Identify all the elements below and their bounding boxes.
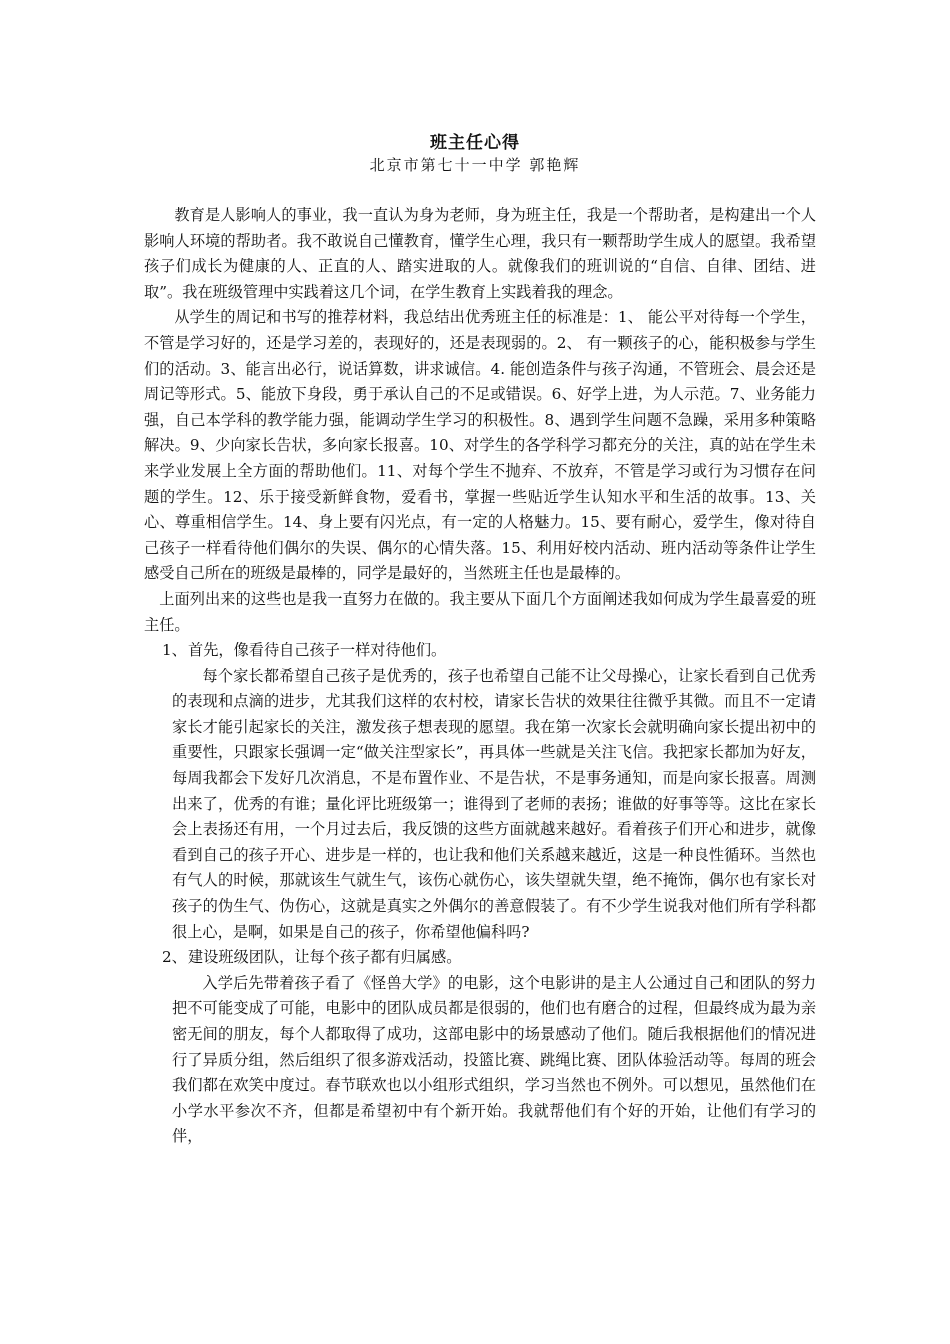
document-body	[144, 203, 816, 1150]
list-item-1-heading	[144, 638, 816, 664]
document-title: 班主任心得	[430, 133, 520, 153]
list-item-2-heading	[144, 945, 816, 971]
list-item-number: 1、	[162, 641, 187, 660]
list-item-number: 2、	[162, 948, 187, 967]
list-item-heading-text: 建设班级团队，让每个孩子都有归属感。	[188, 948, 462, 967]
author-line: 北京市第七十一中学 郭艳辉	[369, 156, 581, 174]
paragraph-intro: 教育是人影响人的事业，我一直认为身为老师，身为班主任，我是一个帮助者，是构建出一个人影响人环境的帮助者。我不敢说自己懂教育，懂学生心理，我只有一颗帮助学生成人的愿望。我希望孩子们成长为健康的人、正直的人、踏实进取的人。就像我们的班训说的“自信、自律、团结、进取”。我在班级管理中实践着这几个词，在学生教育上实践着我的理念。	[144, 206, 816, 301]
paragraph-standards: 从学生的周记和书写的推荐材料，我总结出优秀班主任的标准是：1、 能公平对待每一个学生，不管是学习好的，还是学习差的，表现好的，还是表现弱的。2、 有一颗孩子的心，能积极参与学生们的活动。3、能言出必行，说话算数，讲求诚信。4. 能创造条件与孩子沟通，不管班会、晨会还是周记等形式。5、能放下身段，勇于承认自己的不足或错误。6、好学上进，为人示范。7、业务能力强，自己本学科的教学能力强，能调动学生学习的积极性。8、遇到学生问题不急躁，采用多种策略解决。9、少向家长告状，多向家长报喜。10、对学生的各学科学习都充分的关注，真的站在学生未来学业发展上全方面的帮助他们。11、对每个学生不抛弃、不放弃，不管是学习或行为习惯存在问题的学生。12、乐于接受新鲜食物，爱看书，掌握一些贴近学生认知水平和生活的故事。13、关心、尊重相信学生。14、身上要有闪光点，有一定的人格魅力。15、要有耐心，爱学生，像对待自己孩子一样看待他们偶尔的失误、偶尔的心情失落。15、利用好校内活动、班内活动等条件让学生感受自己所在的班级是最棒的，同学是最好的，当然班主任也是最棒的。	[144, 308, 816, 583]
list-item-2-body: 入学后先带着孩子看了《怪兽大学》的电影，这个电影讲的是主人公通过自己和团队的努力把不可能变成了可能，电影中的团队成员都是很弱的，他们也有磨合的过程，但最终成为最为亲密无间的朋友，每个人都取得了成功，这部电影中的场景感动了他们。随后我根据他们的情况进行了异质分组，然后组织了很多游戏活动，投篮比赛、跳绳比赛、团队体验活动等。每周的班会我们都在欢笑中度过。春节联欢也以小组形式组织，学习当然也不例外。可以想见，虽然他们在小学水平参次不齐，但都是希望初中有个新开始。我就帮他们有个好的开始，让他们有学习的伴，	[172, 973, 816, 1146]
paragraph-transition: 上面列出来的这些也是我一直努力在做的。我主要从下面几个方面阐述我如何成为学生最喜爱的班主任。	[144, 589, 816, 634]
list-item-heading-text: 首先，像看待自己孩子一样对待他们。	[188, 641, 447, 660]
list-item-1-body: 每个家长都希望自己孩子是优秀的，孩子也希望自己能不让父母操心，让家长看到自己优秀的表现和点滴的进步，尤其我们这样的农村校，请家长告状的效果往往微乎其微。而且不一定请家长才能引起家长的关注，激发孩子想表现的愿望。我在第一次家长会就明确向家长提出初中的重要性，只跟家长强调一定“做关注型家长”，再具体一些就是关注飞信。我把家长都加为好友，每周我都会下发好几次消息，不是布置作业、不是告状，不是事务通知，而是向家长报喜。周测出来了，优秀的有谁；量化评比班级第一；谁得到了老师的表扬；谁做的好事等等。这比在家长会上表扬还有用，一个月过去后，我反馈的这些方面就越来越好。看着孩子们开心和进步，就像看到自己的孩子开心、进步是一样的，也让我和他们关系越来越近，这是一种良性循环。当然也有气人的时候，那就该生气就生气，该伤心就伤心，该失望就失望，绝不掩饰，偶尔也有家长对孩子的伪生气、伪伤心，这就是真实之外偶尔的善意假装了。有不少学生说我对他们所有学科都很上心，是啊，如果是自己的孩子，你希望他偏科吗?	[172, 666, 816, 941]
